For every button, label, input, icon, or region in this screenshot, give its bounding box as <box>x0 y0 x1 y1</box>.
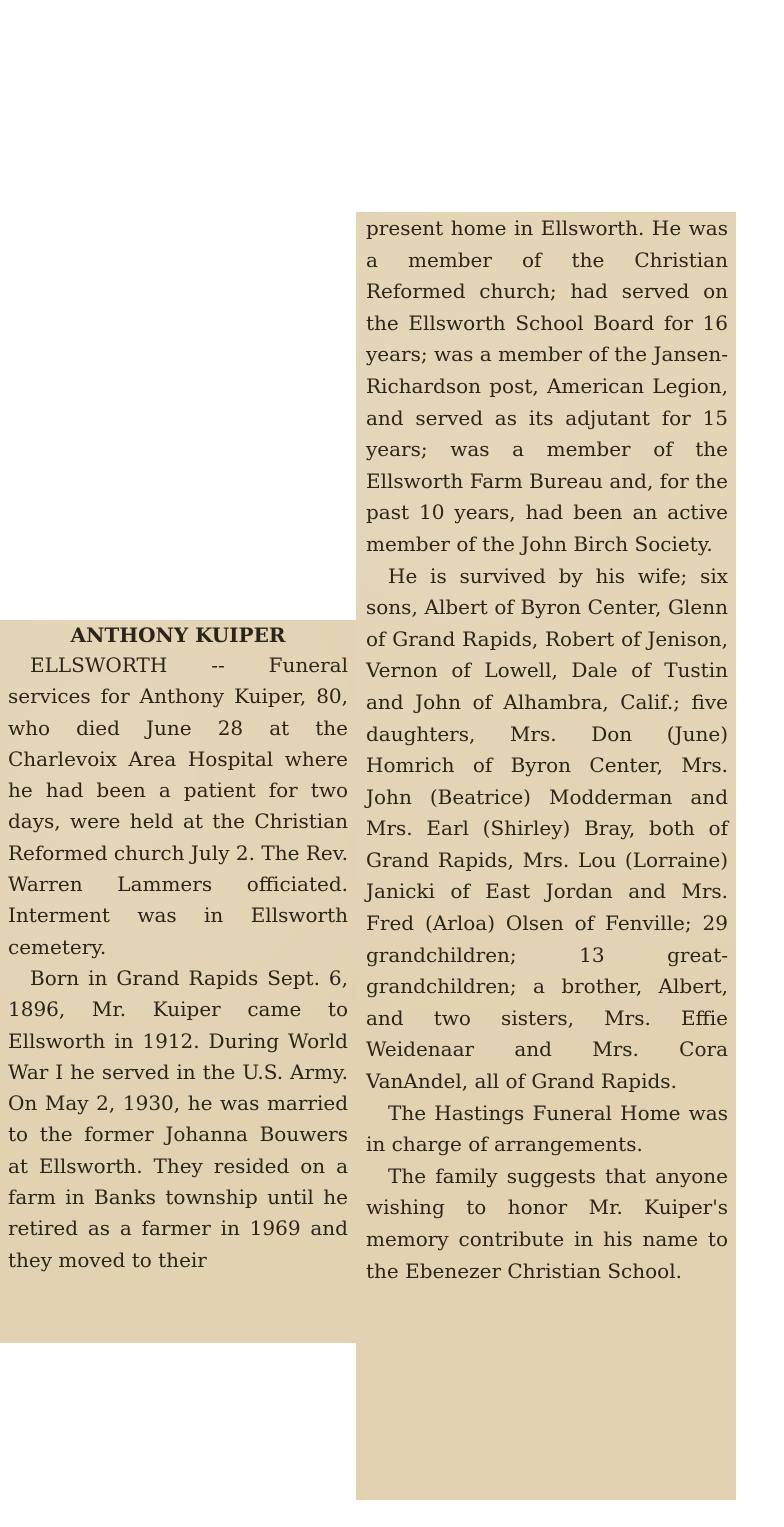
paragraph-survivors: He is survived by his wife; six sons, Albert of Byron Center, Glenn of Grand Rapids, Robert of Jenison, Vernon of Lowell, Dale of Tustin and John of Alhambra, Calif.; five daughters, Mrs. Don (June) Homrich of Byron Center, Mrs. John (Beatrice) Modderman and Mrs. Earl (Shirley) Bray, both of Grand Rapids, Mrs. Lou (Lorraine) Janicki of East Jordan and Mrs. Fred (Arloa) Olsen of Fenville; 29 grandchildren; 13 great-grandchildren; a brother, Albert, and two sisters, Mrs. Effie Weidenaar and Mrs. Cora VanAndel, all of Grand Rapids. <box>366 563 728 1094</box>
paragraph-biography-continued: present home in Ellsworth. He was a member of the Christian Reformed church; had served on the Ellsworth School Board for 16 years; was a member of the Jansen-Richardson post, American Legion, and served as its adjutant for 15 years; was a member of the Ellsworth Farm Bureau and, for the past 10 years, had been an active member of the John Birch Society. <box>366 216 728 556</box>
obituary-column-right <box>366 213 728 1287</box>
obituary-headline: ANTHONY KUIPER <box>70 623 286 647</box>
paragraph-biography-start: Born in Grand Rapids Sept. 6, 1896, Mr. Kuiper came to Ellsworth in 1912. During World War I he served in the U.S. Army. On May 2, 1930, he was married to the former Johanna Bouwers at Ellsworth. They resided on a farm in Banks township until he retired as a farmer in 1969 and they moved to their <box>8 965 348 1272</box>
obituary-column-left <box>8 620 348 1276</box>
paragraph-memorial-contributions: The family suggests that anyone wishing to honor Mr. Kuiper's memory contribute in his name to the Ebenezer Christian School. <box>366 1163 728 1283</box>
paragraph-funeral-home: The Hastings Funeral Home was in charge of arrangements. <box>366 1100 728 1157</box>
paragraph-funeral-services: ELLSWORTH -- Funeral services for Anthony Kuiper, 80, who died June 28 at the Charlevoix Area Hospital where he had been a patient for two days, were held at the Christian Reformed church July 2. The Rev. Warren Lammers officiated. Interment was in Ellsworth cemetery. <box>8 653 348 959</box>
